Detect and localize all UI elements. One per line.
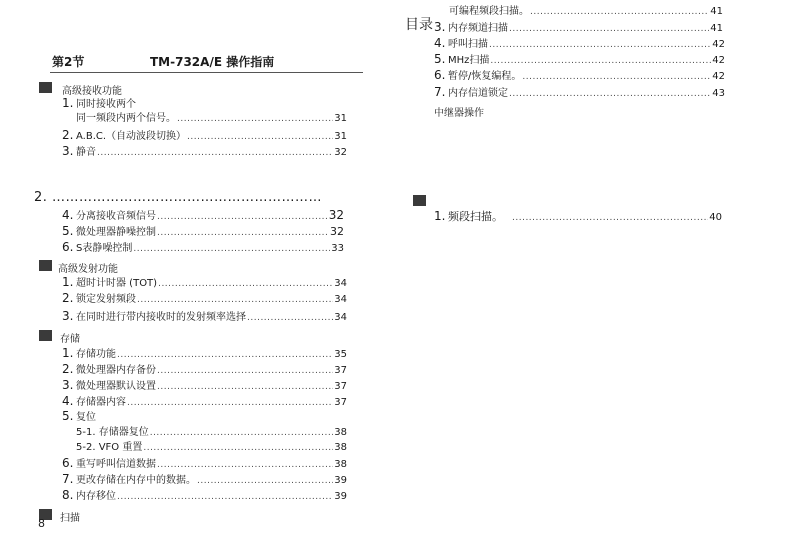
header-rule: [50, 72, 363, 73]
entry-page: 34: [334, 294, 347, 305]
entry-title: 呼叫扫描: [448, 39, 488, 50]
entry-number: 3.: [62, 144, 74, 158]
section-heading-repeater: 中继器操作: [434, 108, 484, 119]
entry-title: 暂停/恢复编程。: [448, 71, 522, 82]
entry-title: 内存移位: [76, 491, 116, 502]
entry-number: 1.: [62, 96, 74, 110]
entry-number: 2.: [62, 362, 74, 376]
entry-page: 39: [334, 491, 347, 502]
entry-page: 41: [710, 6, 723, 17]
entry-page: 34: [334, 312, 347, 323]
toc-entry[interactable]: [62, 225, 344, 239]
page-number: 8: [38, 517, 45, 530]
entry-title: A.B.C.（自动波段切换）: [76, 131, 187, 142]
leader-dots: [522, 71, 711, 83]
toc-entry[interactable]: [434, 53, 725, 67]
entry-number: 4.: [62, 394, 74, 408]
entry-number: 3.: [434, 20, 446, 34]
entry-page: 31: [334, 131, 347, 142]
leader-dots: [247, 312, 333, 324]
entry-title: 微处理器默认设置: [76, 381, 156, 392]
leader-dots: [187, 131, 333, 143]
toc-entry[interactable]: [76, 442, 347, 454]
leader-dots: [157, 365, 333, 377]
entry-page: 42: [712, 71, 725, 82]
entry-number: 1.: [62, 275, 74, 289]
section-heading-adv-tx: 高级发射功能: [58, 264, 118, 275]
entry-number: 1.: [62, 346, 74, 360]
leader-dots: [197, 475, 333, 487]
entry-title: 分离接收音频信号: [76, 211, 156, 222]
section-label: 第2节: [52, 55, 85, 69]
leader-dots: [158, 278, 333, 290]
leader-dots: [157, 381, 333, 393]
leader-dots: [117, 349, 333, 361]
leader-dots: [489, 39, 711, 51]
leader-dots: [157, 459, 333, 471]
entry-title: 内存频道扫描: [448, 23, 508, 34]
entry-page: 32: [328, 208, 344, 222]
entry-page: 32: [334, 147, 347, 158]
toc-entry[interactable]: [62, 241, 344, 255]
toc-entry[interactable]: [449, 6, 723, 18]
entry-page: 38: [334, 427, 347, 438]
leader-dots: [490, 55, 711, 67]
entry-title: 同时接收两个: [76, 99, 136, 110]
leader-dots: [150, 427, 334, 439]
leader-dots: [137, 294, 333, 306]
entry-page: 33: [331, 243, 344, 254]
section-marker-icon: [413, 195, 426, 206]
entry-page: 31: [334, 113, 347, 124]
dotted-line: 2. ……………………………………………………: [34, 190, 323, 205]
toc-entry[interactable]: [434, 69, 725, 83]
toc-entry[interactable]: [62, 310, 347, 324]
entry-number: 7.: [62, 472, 74, 486]
entry-title: 微处理器内存备份: [76, 365, 156, 376]
entry-number: 3.: [62, 309, 74, 323]
entry-number: 4.: [62, 208, 74, 222]
entry-title: 存储器内容: [76, 397, 126, 408]
entry-title: 锁定发射频段: [76, 294, 136, 305]
entry-number: 5.: [434, 52, 446, 66]
entry-number: 8.: [62, 488, 74, 502]
leader-dots: [177, 113, 333, 125]
toc-entry[interactable]: [62, 276, 347, 290]
toc-entry[interactable]: [62, 97, 347, 111]
entry-title: 在同时进行带内接收时的发射频率选择: [76, 312, 246, 323]
entry-title: 5-2. VFO 重置: [76, 442, 143, 453]
toc-entry[interactable]: [62, 347, 347, 361]
entry-page: 32: [330, 225, 344, 238]
leader-dots: [530, 6, 709, 18]
entry-title: 超时计时器 (TOT): [76, 278, 158, 289]
entry-page: 38: [334, 459, 347, 470]
entry-title: 静音: [76, 147, 96, 158]
entry-title: 重写呼叫信道数据: [76, 459, 156, 470]
toc-entry[interactable]: [76, 113, 347, 125]
entry-page: 35: [334, 349, 347, 360]
entry-title: 存储功能: [76, 349, 116, 360]
entry-number: 6.: [62, 456, 74, 470]
entry-title: 更改存储在内存中的数据。: [76, 475, 196, 486]
section-heading-adv-rx: 高级接收功能: [62, 86, 122, 97]
toc-entry[interactable]: [62, 457, 347, 471]
leader-dots: [127, 397, 333, 409]
toc-entry[interactable]: [62, 395, 347, 409]
entry-number: 7.: [434, 85, 446, 99]
toc-entry[interactable]: [62, 489, 347, 503]
leader-dots: [97, 147, 333, 159]
entry-title: 复位: [76, 412, 96, 423]
toc-entry[interactable]: [434, 37, 725, 51]
toc-entry[interactable]: [62, 363, 347, 377]
section-marker-icon: [39, 260, 52, 271]
entry-page: 42: [712, 39, 725, 50]
entry-title: 5-1. 存储器复位: [76, 427, 149, 438]
leader-dots: [157, 227, 329, 239]
section-marker-icon: [39, 330, 52, 341]
page-title: TM-732A/E 操作指南: [150, 55, 275, 69]
leader-dots: [157, 211, 328, 223]
leader-dots: [117, 491, 333, 503]
toc-entry[interactable]: [62, 473, 347, 487]
entry-number: 6.: [434, 68, 446, 82]
entry-title: 可编程频段扫描。: [449, 6, 529, 17]
leader-dots: [143, 442, 333, 454]
toc-entry[interactable]: [76, 427, 347, 439]
entry-page: 43: [712, 88, 725, 99]
toc-entry[interactable]: [434, 86, 725, 100]
entry-number: 2.: [62, 128, 74, 142]
entry-page: 39: [334, 475, 347, 486]
entry-page: 37: [334, 365, 347, 376]
section-marker-icon: [39, 82, 52, 93]
leader-dots: [509, 88, 711, 100]
entry-title: 频段扫描。: [448, 210, 503, 223]
toc-label: 目录: [405, 17, 433, 33]
entry-title: 内存信道锁定: [448, 88, 508, 99]
toc-entry[interactable]: [434, 21, 723, 35]
entry-page: 41: [710, 23, 723, 34]
entry-number: 2.: [62, 291, 74, 305]
entry-number: 6.: [62, 240, 74, 254]
toc-entry[interactable]: [62, 379, 347, 393]
entry-title: 微处理器静噪控制: [76, 227, 156, 238]
entry-page: 34: [334, 278, 347, 289]
toc-entry[interactable]: [434, 210, 722, 224]
entry-number: 5.: [62, 224, 74, 238]
entry-page: 40: [709, 212, 722, 223]
entry-title: 同一频段内两个信号。: [76, 113, 176, 124]
entry-title: S表静噪控制: [76, 243, 133, 254]
toc-entry[interactable]: [62, 145, 347, 159]
entry-title: MHz扫描: [448, 55, 490, 66]
toc-entry[interactable]: [62, 292, 347, 306]
toc-entry[interactable]: [62, 129, 347, 143]
entry-number: 1.: [434, 209, 446, 223]
leader-dots: [509, 23, 709, 35]
entry-page: 37: [334, 397, 347, 408]
leader-dots: [512, 212, 708, 224]
toc-entry[interactable]: [62, 410, 347, 424]
toc-entry[interactable]: [62, 209, 344, 223]
section-heading-memory: 存储: [60, 334, 80, 345]
entry-page: 37: [334, 381, 347, 392]
entry-page: 42: [712, 55, 725, 66]
entry-number: 4.: [434, 36, 446, 50]
section-heading-scan: 扫描: [60, 513, 80, 524]
leader-dots: [133, 243, 330, 255]
entry-page: 38: [334, 442, 347, 453]
entry-number: 3.: [62, 378, 74, 392]
entry-number: 5.: [62, 409, 74, 423]
